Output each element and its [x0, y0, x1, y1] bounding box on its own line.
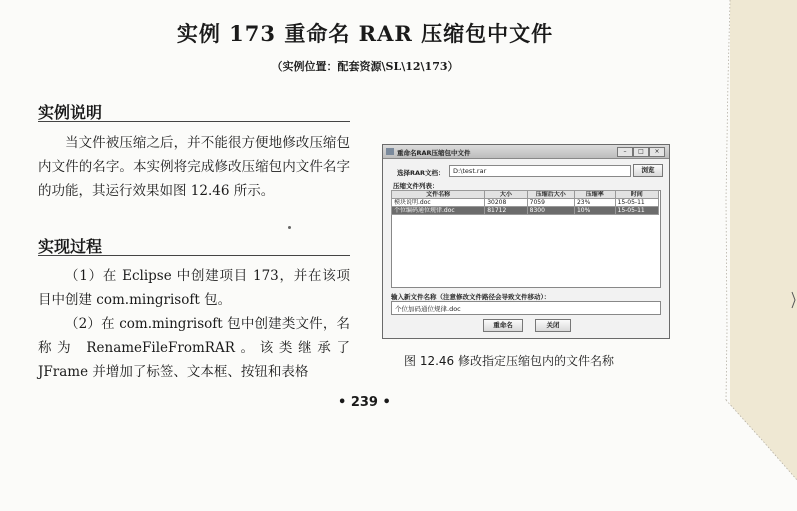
figure-caption: 图 12.46 修改指定压缩包内的文件名称 — [404, 354, 614, 368]
column-header: 时间 — [615, 191, 659, 199]
new-name-label: 输入新文件名称（注意修改文件路径会导致文件移动）： — [391, 293, 551, 301]
table-cell: 15-05-11 — [615, 199, 659, 207]
table-cell: 30208 — [485, 199, 527, 207]
column-header: 压缩率 — [574, 191, 615, 199]
rar-path-field — [449, 165, 631, 177]
table-cell: 10% — [574, 207, 615, 215]
rename-button: 重命名 — [483, 319, 523, 332]
table-cell: 23% — [574, 199, 615, 207]
step-1-paragraph: （1）在 Eclipse 中创建项目 173，并在该项目中创建 com.mingrisoft 包。 — [38, 268, 350, 308]
section-divider — [38, 121, 350, 122]
file-table — [391, 190, 659, 215]
column-header: 压缩后大小 — [527, 191, 574, 199]
window-titlebar — [383, 145, 669, 159]
table-row — [392, 199, 659, 207]
file-list-label: 压缩文件列表： — [393, 182, 439, 190]
rar-path-value: D:\test.rar — [453, 167, 487, 175]
new-name-field — [391, 301, 661, 315]
new-name-value: 个位加码通位规律.doc — [395, 305, 461, 313]
table-cell: 模块说明.doc — [392, 199, 485, 207]
page-number: • 239 • — [338, 395, 391, 410]
table-cell: 个位编码通位规律.doc — [392, 207, 485, 215]
table-cell: 8300 — [527, 207, 574, 215]
column-header: 大小 — [485, 191, 527, 199]
table-cell: 7059 — [527, 199, 574, 207]
column-header: 文件名称 — [392, 191, 485, 199]
window-title: 重命名RAR压缩包中文件 — [397, 149, 471, 157]
app-icon — [386, 148, 394, 155]
section-heading-description: 实例说明 — [38, 103, 103, 122]
section-heading-process: 实现过程 — [38, 237, 103, 256]
description-paragraph: 当文件被压缩之后，并不能很方便地修改压缩包内文件的名字。本实例将完成修改压缩包内文件名字的功能，其运行效果如图 12.46 所示。 — [38, 135, 350, 199]
close-button: 关闭 — [535, 319, 571, 332]
browse-button: 浏览 — [633, 164, 663, 177]
page-fold-edge — [700, 0, 797, 511]
speck-mark — [288, 226, 291, 229]
table-cell: 81712 — [485, 207, 527, 215]
maximize-icon: □ — [633, 147, 649, 157]
example-location: （实例位置：配套资源\SL\12\173） — [271, 60, 459, 73]
table-cell: 15-05-11 — [615, 207, 659, 215]
section-divider — [38, 255, 350, 256]
page-title: 实例 173 重命名 RAR 压缩包中文件 — [176, 21, 554, 46]
figure-window — [382, 144, 670, 339]
table-row-selected — [392, 207, 659, 215]
minimize-icon: – — [617, 147, 633, 157]
step-2-paragraph: （2）在 com.mingrisoft 包中创建类文件，名称为 RenameFileFromRAR。该类继承了 JFrame 并增加了标签、文本框、按钮和表格 — [38, 316, 350, 380]
close-icon: × — [649, 147, 665, 157]
select-rar-label: 选择RAR文档： — [397, 169, 445, 177]
